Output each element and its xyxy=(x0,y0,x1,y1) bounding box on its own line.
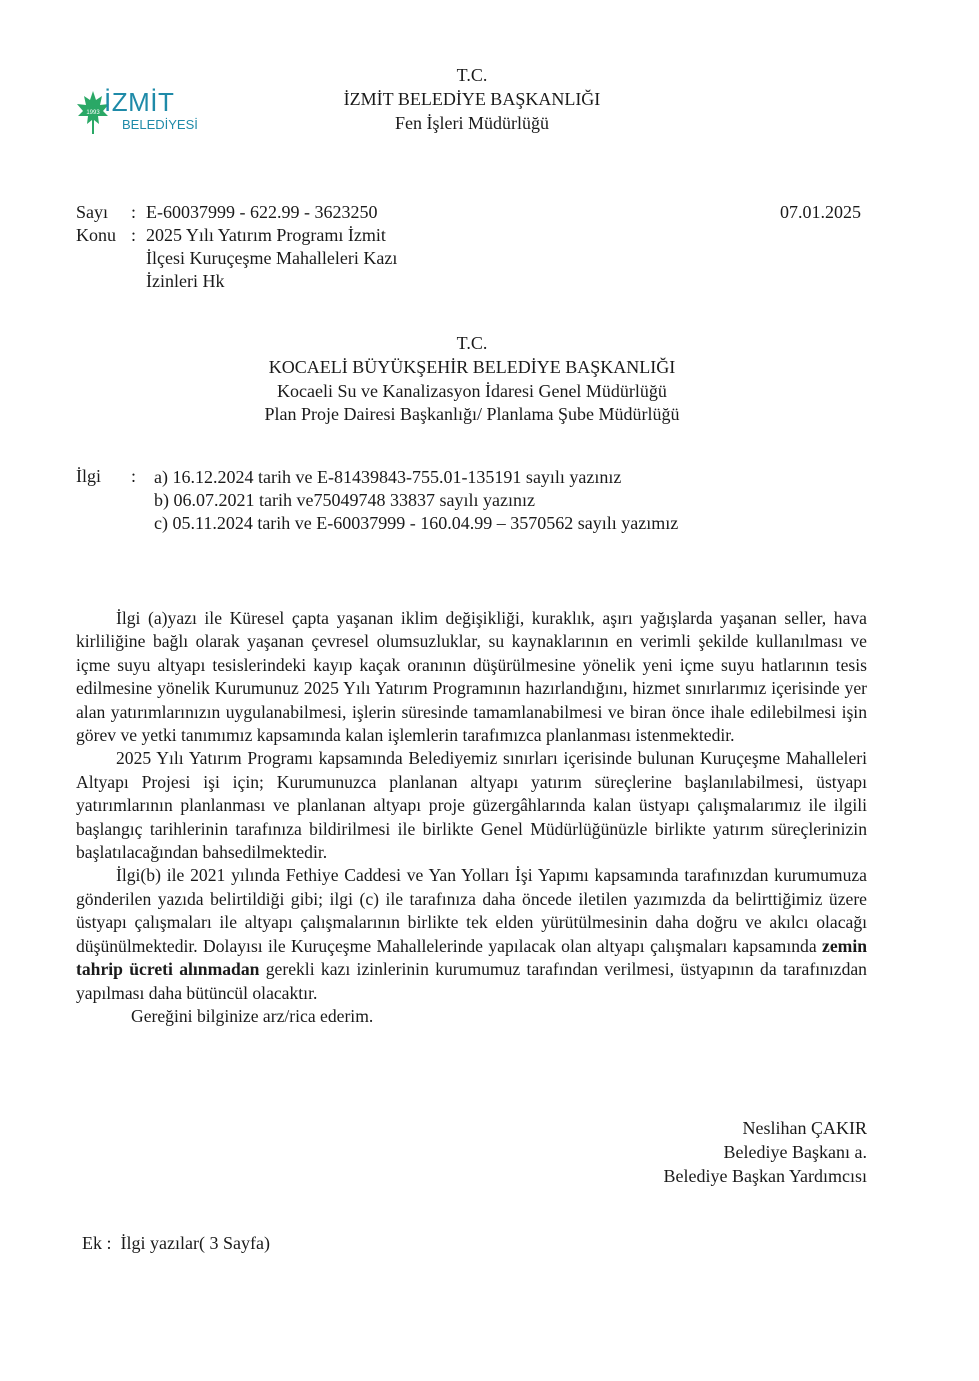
recipient-line-2: Kocaeli Su ve Kanalizasyon İdaresi Genel Müdürlüğü xyxy=(277,381,667,401)
attachment-note xyxy=(82,1233,270,1254)
signature-name: Neslihan ÇAKIR xyxy=(742,1118,867,1138)
sayi-colon: : xyxy=(131,202,137,222)
konu-colon: : xyxy=(131,225,137,245)
konu-line-1: 2025 Yılı Yatırım Programı İzmit xyxy=(146,225,386,245)
ilgi-item-b: b) 06.07.2021 tarih ve75049748 33837 sayılı yazınız xyxy=(154,490,535,510)
body-paragraph-3 xyxy=(76,864,867,1004)
logo-city-text: İZMİT xyxy=(104,87,175,117)
document-date: 07.01.2025 xyxy=(780,202,861,222)
ilgi-colon: : xyxy=(131,466,137,486)
signature-title-1: Belediye Başkanı a. xyxy=(723,1142,867,1162)
logo-year: 1993 xyxy=(86,110,100,116)
ilgi-item-a: a) 16.12.2024 tarih ve E-81439843-755.01-135191 sayılı yazınız xyxy=(154,467,622,487)
header-department: Fen İşleri Müdürlüğü xyxy=(395,113,549,133)
attachment-value: İlgi yazılar( 3 Sayfa) xyxy=(120,1233,270,1253)
body-paragraph-3-start: İlgi(b) ile 2021 yılında Fethiye Caddesi ve Yan Yolları İşi Yapımı kapsamında tarafınızdan kurumumuza gönderilen yazıda belirtildiği gibi; ilgi (c) ile tarafınıza daha öncede iletilen yazımızda da belirttiğimiz üzere üstyapı çalışmaları ile altyapı çalışmalarının birlikte tek elden yürütülmesinin daha doğru ve akılcı olacağı düşünülmektedir. Dolayısı ile Kuruçeşme Mahallelerinde yapılacak olan altyapı çalışmaları kapsamında xyxy=(76,865,867,956)
ilgi-label: İlgi xyxy=(76,466,101,486)
sayi-label: Sayı xyxy=(76,202,109,222)
ilgi-item-c: c) 05.11.2024 tarih ve E-60037999 - 160.04.99 – 3570562 sayılı yazımız xyxy=(154,513,679,533)
attachment-label: Ek : xyxy=(82,1233,112,1253)
letter-body xyxy=(76,607,867,1028)
sayi-value: E-60037999 - 622.99 - 3623250 xyxy=(146,202,378,222)
logo-municipality-text: BELEDİYESİ xyxy=(122,117,198,132)
konu-line-2: İlçesi Kuruçeşme Mahalleleri Kazı xyxy=(146,248,398,268)
header-institution: İZMİT BELEDİYE BAŞKANLIĞI xyxy=(343,89,601,109)
body-paragraph-2: 2025 Yılı Yatırım Programı kapsamında Belediyemiz sınırları içerisinde bulunan Kuruçeşme Mahalleleri Altyapı Projesi işi için; Kurumunuzca planlanan altyapı yatırım süreçlerine başlanılabilmesi, üstyapı yatırımlarının planlanması ve planlanan altyapı proje güzergâhlarında kalan üstyapı çalışmalarımız ile ilgili başlangıç tarihlerinin tarafınıza bildirilmesi ile birlikte Genel Müdürlüğünüzle birlikte yatırım süreçlerinizin başlatılacağından bahsedilmektedir. xyxy=(76,748,867,863)
header-tc: T.C. xyxy=(456,65,488,85)
konu-line-3: İzinleri Hk xyxy=(146,271,225,291)
body-paragraph-1: İlgi (a)yazı ile Küresel çapta yaşanan iklim değişikliği, kuraklık, aşırı yağışlarda yaşanan seller, hava kirliliğine bağlı olarak yaşanan çevresel olumsuzluklar, su kaynaklarının en verimli şekilde kullanılması ve içme suyu altyapı tesislerindeki kayıp kaçak oranının düşürülmesine yönelik yeni içme suyu hatlarının tesis edilmesine yönelik Kurumunuz 2025 Yılı Yatırım Programının hazırlandığını, hizmet sınırlarımız içerisinde yer alan yatırımlarınızın uygulanabilmesi, işlerin süresinde tamamlanabilmesi ve biran önce ihale edilebilmesi işin görev ve yetki tanımımız kapsamında kalan işlemlerin tarafımızca planlanması istenmektedir. xyxy=(76,608,867,746)
signature-title-2: Belediye Başkan Yardımcısı xyxy=(663,1166,867,1186)
recipient-line-3: Plan Proje Dairesi Başkanlığı/ Planlama Şube Müdürlüğü xyxy=(264,404,680,424)
recipient-line-1: KOCAELİ BÜYÜKŞEHİR BELEDİYE BAŞKANLIĞI xyxy=(268,357,676,377)
recipient-tc: T.C. xyxy=(456,333,488,353)
konu-label: Konu xyxy=(76,225,116,245)
body-paragraph-3-end: gerekli kazı izinlerinin kurumumuz tarafından verilmesi, üstyapının da tarafınızdan yapılması daha bütüncül olacaktır. xyxy=(76,959,867,1003)
body-paragraph-3-bold: zemin tahrip ücreti alınmadan xyxy=(76,935,867,980)
body-closing: Gereğini bilginize arz/rica ederim. xyxy=(131,1005,374,1026)
